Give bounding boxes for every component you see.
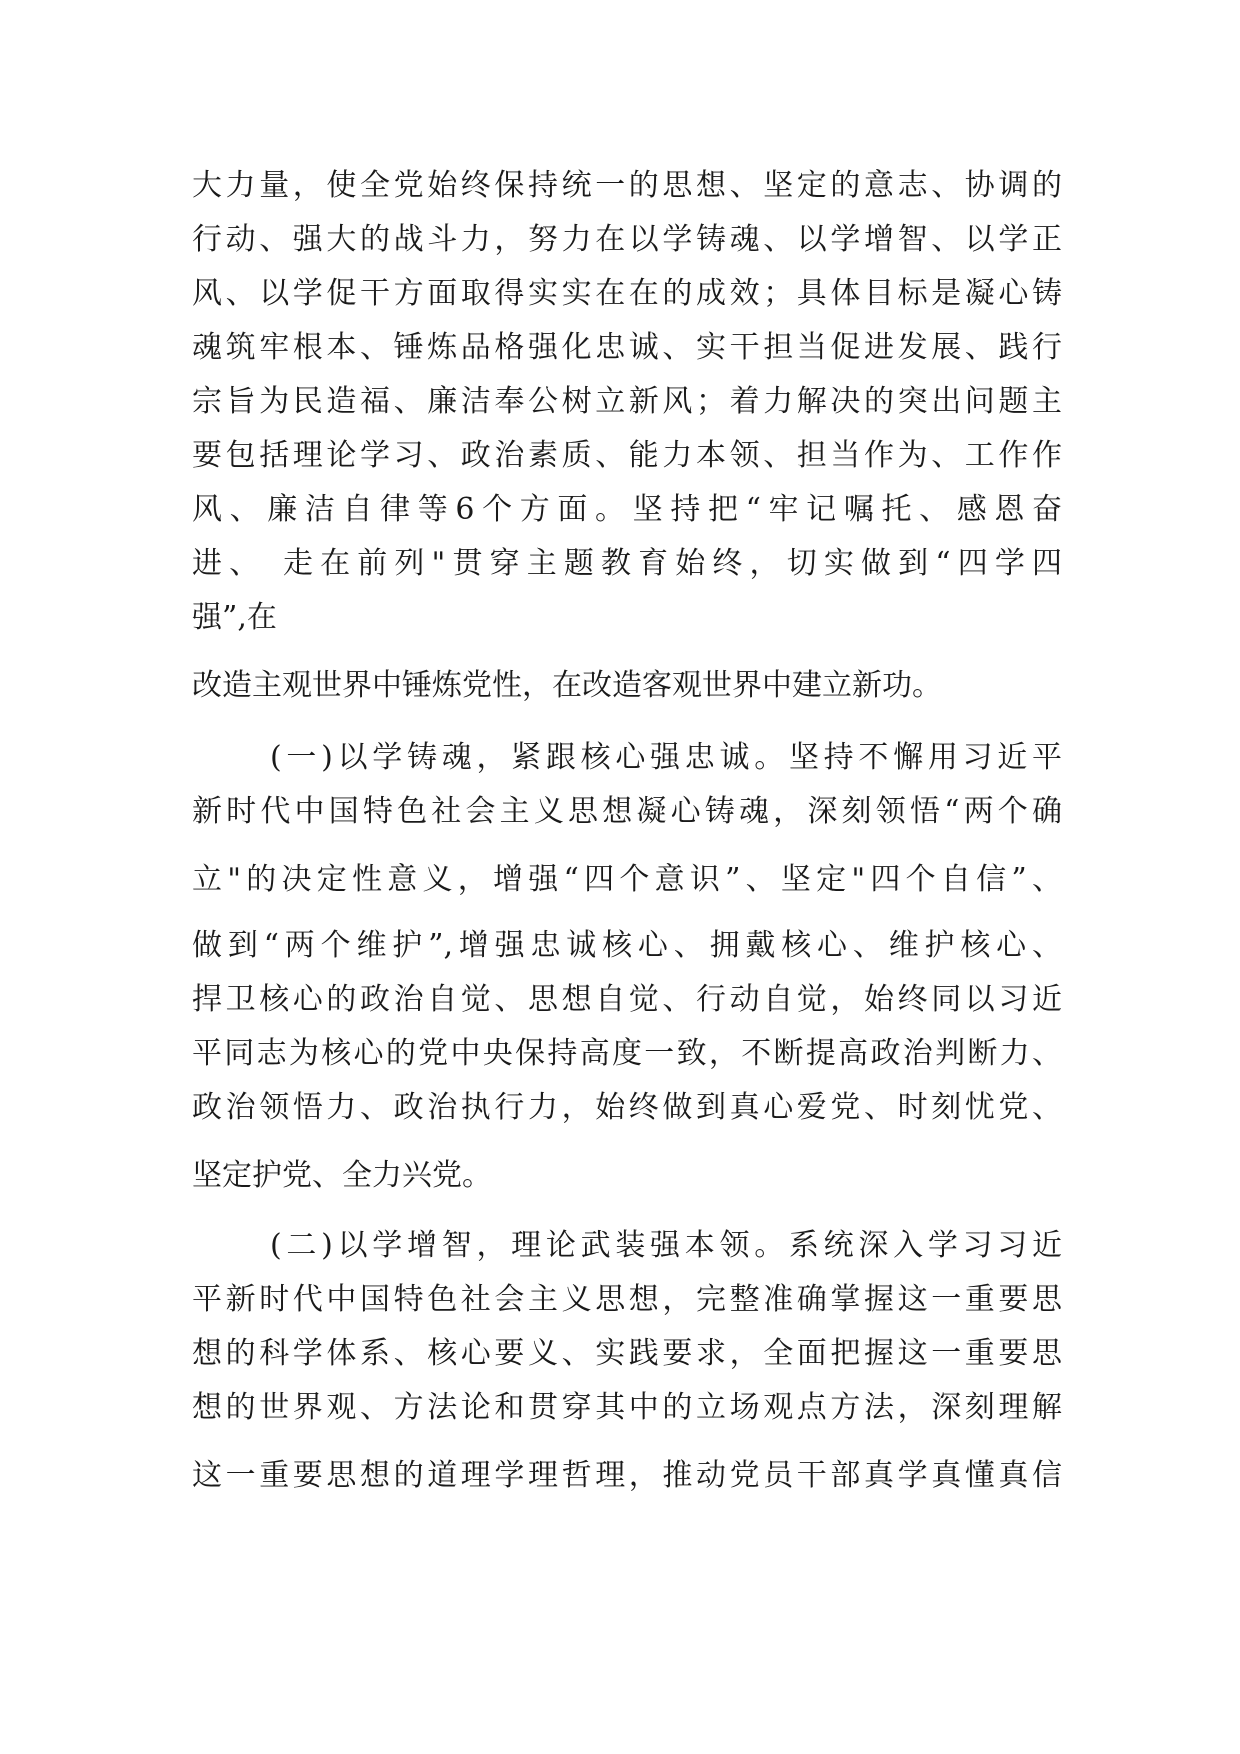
text-line-1: 大力量，使全党始终保持统一的思想、坚定的意志、协调的 <box>192 168 1062 203</box>
text-line-18: 坚定护党、全力兴党。 <box>192 1158 492 1193</box>
text-line-9: 强”,在 <box>192 600 277 635</box>
text-line-14: 做到“两个维护”,增强忠诚核心、拥戴核心、维护核心、 <box>192 928 1062 963</box>
text-line-10: 改造主观世界中锤炼党性，在改造客观世界中建立新功。 <box>192 668 942 703</box>
section-2-heading-line: (二)以学增智，理论武装强本领。系统深入学习习近 <box>270 1228 1062 1263</box>
text-line-15: 捍卫核心的政治自觉、思想自觉、行动自觉，始终同以习近 <box>192 982 1062 1017</box>
text-line-22: 想的世界观、方法论和贯穿其中的立场观点方法，深刻理解 <box>192 1390 1062 1425</box>
text-line-8: 进、 走在前列"贯穿主题教育始终，切实做到“四学四 <box>192 546 1062 581</box>
text-line-20: 平新时代中国特色社会主义思想，完整准确掌握这一重要思 <box>192 1282 1062 1317</box>
text-line-5: 宗旨为民造福、廉洁奉公树立新风；着力解决的突出问题主 <box>192 384 1062 419</box>
text-line-6: 要包括理论学习、政治素质、能力本领、担当作为、工作作 <box>192 438 1062 473</box>
section-1-heading-line: (一)以学铸魂，紧跟核心强忠诚。坚持不懈用习近平 <box>270 740 1062 775</box>
text-line-7: 风、廉洁自律等6个方面。坚持把“牢记嘱托、感恩奋 <box>192 492 1062 527</box>
text-line-16: 平同志为核心的党中央保持高度一致，不断提高政治判断力、 <box>192 1036 1062 1071</box>
text-line-23: 这一重要思想的道理学理哲理，推动党员干部真学真懂真信 <box>192 1458 1062 1493</box>
text-line-3: 风、以学促干方面取得实实在在的成效；具体目标是凝心铸 <box>192 276 1062 311</box>
text-line-4: 魂筑牢根本、锤炼品格强化忠诚、实干担当促进发展、践行 <box>192 330 1062 365</box>
text-line-17: 政治领悟力、政治执行力，始终做到真心爱党、时刻忧党、 <box>192 1090 1062 1125</box>
text-line-21: 想的科学体系、核心要义、实践要求，全面把握这一重要思 <box>192 1336 1062 1371</box>
text-line-2: 行动、强大的战斗力，努力在以学铸魂、以学增智、以学正 <box>192 222 1062 257</box>
text-line-13: 立"的决定性意义，增强“四个意识”、坚定"四个自信”、 <box>192 862 1062 897</box>
text-line-12: 新时代中国特色社会主义思想凝心铸魂，深刻领悟“两个确 <box>192 794 1062 829</box>
